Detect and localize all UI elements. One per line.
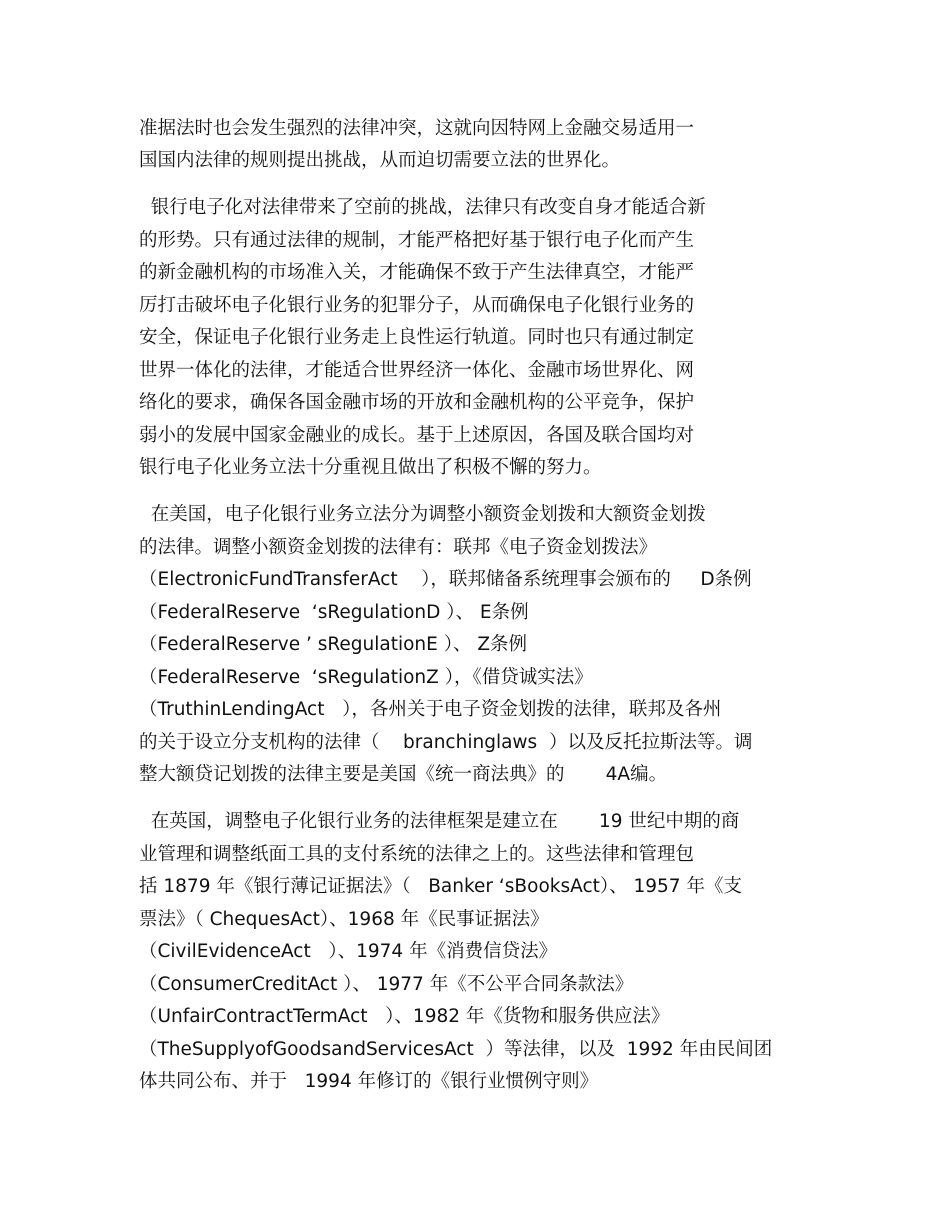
- text-line: 络化的要求，确保各国金融市场的开放和金融机构的公平竞争，保护: [139, 392, 695, 413]
- text-line: 票法》（ ChequesAct）、1968 年《民事证据法》: [139, 909, 549, 930]
- text-line: （UnfairContractTermAct ）、1982 年《货物和服务供应法》: [139, 1006, 670, 1027]
- text-line: 业管理和调整纸面工具的支付系统的法律之上的。这些法律和管理包: [139, 844, 695, 865]
- text-line: 括 1879 年《银行薄记证据法》（ Banker ‘sBooksAct）、 1957 年《支: [139, 876, 742, 897]
- text-line: 的关于设立分支机构的法律（ branchinglaws ）以及反托拉斯法等。调: [139, 732, 753, 753]
- text-line: 的新金融机构的市场准入关，才能确保不致于产生法律真空，才能严: [139, 262, 695, 283]
- text-line: （FederalReserve ’ sRegulationE ）、 Z条例: [139, 634, 528, 655]
- text-line: （ConsumerCreditAct ）、 1977 年《不公平合同条款法》: [139, 974, 634, 995]
- text-line: （FederalReserve ‘sRegulationD ）、 E条例: [139, 602, 529, 623]
- text-line: 在英国，调整电子化银行业务的法律框架是建立在 19 世纪中期的商: [139, 811, 740, 832]
- text-line: 国国内法律的规则提出挑战，从而迫切需要立法的世界化。: [139, 150, 621, 171]
- text-line: 体共同公布、并于 1994 年修订的《银行业惯例守则》: [139, 1071, 599, 1092]
- text-line: （FederalReserve ‘sRegulationZ ），《借贷诚实法》: [139, 667, 593, 688]
- text-line: 弱小的发展中国家金融业的成长。基于上述原因，各国及联合国均对: [139, 425, 695, 446]
- text-line: 准据法时也会发生强烈的法律冲突，这就向因特网上金融交易适用一: [139, 118, 695, 139]
- text-line: （CivilEvidenceAct ）、1974 年《消费信贷法》: [139, 941, 558, 962]
- text-line: 银行电子化对法律带来了空前的挑战，法律只有改变自身才能适合新: [139, 197, 706, 218]
- text-line: 在美国，电子化银行业务立法分为调整小额资金划拨和大额资金划拨: [139, 504, 706, 525]
- text-line: 厉打击破坏电子化银行业务的犯罪分子，从而确保电子化银行业务的: [139, 295, 695, 316]
- text-line: 安全，保证电子化银行业务走上良性运行轨道。同时也只有通过制定: [139, 327, 695, 348]
- text-line: 世界一体化的法律，才能适合世界经济一体化、金融市场世界化、网: [139, 360, 695, 381]
- text-line: （TruthinLendingAct ），各州关于电子资金划拨的法律，联邦及各州: [139, 699, 722, 720]
- text-line: 整大额贷记划拨的法律主要是美国《统一商法典》的 4A编。: [139, 764, 668, 785]
- text-line: 的形势。只有通过法律的规制，才能严格把好基于银行电子化而产生: [139, 230, 695, 251]
- text-line: （ElectronicFundTransferAct ），联邦储备系统理事会颁布的 D条例: [139, 569, 752, 590]
- text-line: （TheSupplyofGoodsandServicesAct ）等法律，以及 1992 年由民间团: [139, 1039, 773, 1060]
- text-line: 的法律。调整小额资金划拨的法律有：联邦《电子资金划拨法》: [139, 537, 658, 558]
- text-line: 银行电子化业务立法十分重视且做出了积极不懈的努力。: [139, 457, 602, 478]
